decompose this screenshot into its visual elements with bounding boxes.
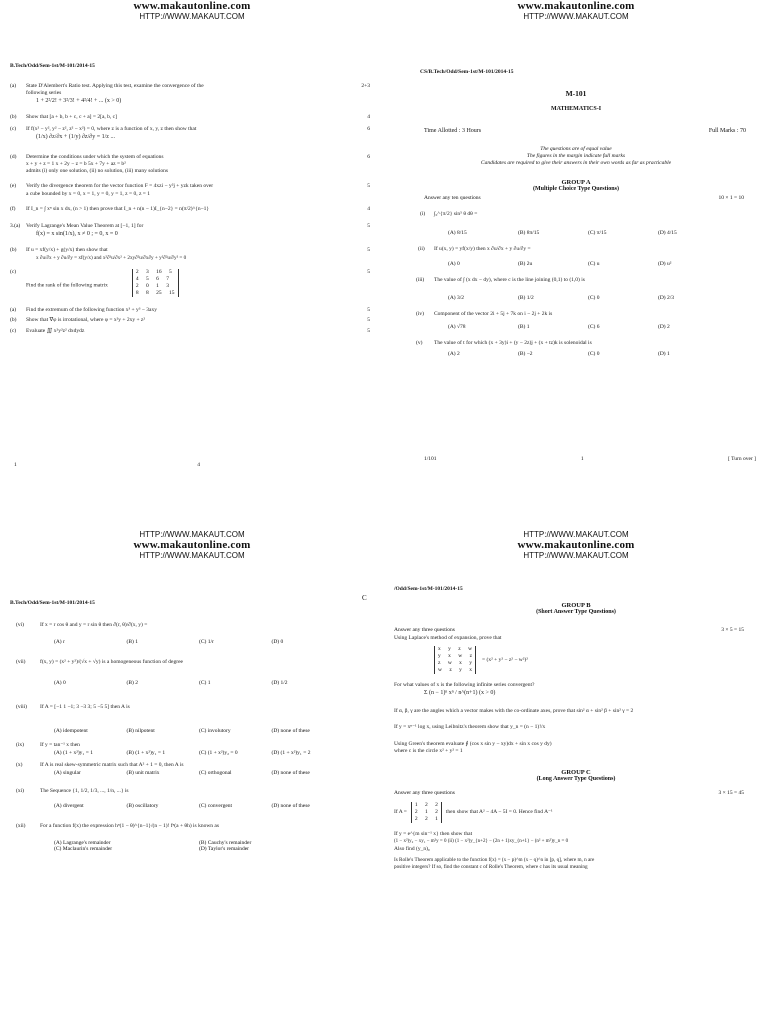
- paper-code-line: CS/B.Tech/Odd/Sem-1st/M-101/2014-15: [420, 69, 514, 75]
- paper-code: M-101: [565, 89, 587, 98]
- group-c-question: If y = e^{m sin⁻¹ x} then show that: [394, 831, 473, 838]
- option-a[interactable]: (A) 0: [54, 680, 66, 687]
- question-b: [10, 114, 374, 121]
- question-marks: 5: [367, 223, 370, 230]
- site-url-top[interactable]: HTTP://WWW.MAKAUT.COM: [523, 530, 629, 539]
- mcq-text: If y = tan⁻¹ x then: [40, 741, 80, 748]
- question-text: If f(x² − y², y² − z², z² − x²) = 0, where z is a function of x, y, z then show that: [26, 125, 197, 132]
- page-quadrant-1: [0, 0, 384, 512]
- question-text: Determine the conditions under which the system of equations: [26, 153, 164, 160]
- question-marks: 5: [367, 183, 370, 190]
- group-c-question: positive integers? If so, find the constant c of Rolle's Theorem, where c has its usual meaning: [394, 864, 588, 871]
- option-b[interactable]: (B) 1: [126, 639, 138, 646]
- time-allotted: Time Allotted : 3 Hours: [424, 128, 482, 134]
- answer-instruction-b: [394, 627, 758, 633]
- mcq-options: [448, 351, 728, 357]
- option-c[interactable]: (C) Maclaurin's remainder: [54, 846, 113, 853]
- mcq-number: (xi): [16, 788, 24, 795]
- option-b[interactable]: (B) oscillatory: [126, 803, 159, 810]
- option-a[interactable]: (A) Lagrange's remainder: [54, 840, 111, 847]
- question-4a: [10, 307, 374, 314]
- mcq-number: (x): [16, 761, 23, 768]
- full-marks: Full Marks : 70: [708, 128, 746, 134]
- question-3c: [10, 269, 374, 297]
- option-c[interactable]: (C) 1: [199, 680, 211, 687]
- option-c[interactable]: (C) 0: [588, 294, 600, 301]
- mcq-item: [10, 742, 374, 756]
- option-d[interactable]: (D) Taylor's remainder: [199, 846, 249, 853]
- mcq-options: [54, 750, 344, 756]
- paper-code-line: B.Tech/Odd/Sem-1st/M-101/2014-15: [10, 63, 95, 69]
- question-text: a cube bounded by x = 0, x = 1, y = 0, y = 1, z = 0, z = 1: [26, 190, 151, 197]
- mcq-text: For a function f(x) the expression hⁿ(1 − θ)^{n−1}/(n − 1)! fⁿ(a + θh) is known as: [40, 823, 219, 830]
- question-number: (a): [10, 83, 17, 89]
- option-c[interactable]: (C) convergent: [199, 803, 233, 810]
- option-d[interactable]: (D) 1: [658, 351, 670, 358]
- group-c-question: Is Rolle's Theorem applicable to the function f(x) = (x − p)^m (x − q)^n in [p, q], where m, n are: [394, 856, 595, 863]
- site-url[interactable]: HTTP://WWW.MAKAUT.COM: [139, 12, 245, 21]
- mcq-options: [54, 770, 344, 776]
- footer-left: 1: [14, 462, 17, 468]
- question-number: (d): [10, 153, 17, 160]
- question-text: following series: [26, 90, 62, 97]
- matrix-row: 2 0 1 3: [135, 283, 169, 290]
- question-text: Find the rank of the following matrix: [26, 283, 108, 290]
- question-c: [10, 126, 374, 142]
- option-d[interactable]: (D) u²: [658, 261, 672, 268]
- site-header: www.makautonline.com: [517, 0, 635, 12]
- question-text: x + y + z = 1 x + 2y − z = b 5x + 7y + az = b²: [26, 161, 126, 168]
- matrix-row: 8 8 25 15: [135, 290, 175, 297]
- question-marks: 5: [367, 247, 370, 254]
- question-text: If I_n = ∫ xⁿ sin x dx, (n > 1) then prove that I_n + n(n − 1)I_{n−2} = n(π/2)^{n−1}: [26, 205, 210, 212]
- mcq-item: [10, 704, 374, 733]
- question-text: Verify Lagrange's Mean Value Theorem at [−1, 1] for: [26, 223, 144, 230]
- question-4c: [10, 328, 374, 335]
- option-c[interactable]: (C) orthogonal: [199, 770, 232, 777]
- question-marks: 6: [367, 153, 370, 160]
- footer-left: 1/101: [424, 456, 437, 462]
- question-text: Show that [a + b, b + c, c + a] = 2[a, b, c]: [26, 114, 117, 121]
- question-number: (b): [10, 247, 17, 254]
- mcq-item: [10, 622, 374, 645]
- site-url[interactable]: HTTP://WWW.MAKAUT.COM: [139, 551, 245, 560]
- option-c[interactable]: (C) u: [588, 261, 600, 268]
- mcq-text: Component of the vector 2i + 5j + 7k on i − 2j + 2k is: [434, 310, 553, 317]
- determinant: x y z w y x w z z w x y w z y x: [434, 646, 476, 674]
- option-a[interactable]: (A) singular: [54, 770, 81, 777]
- mcq-number: (vii): [16, 659, 26, 666]
- answer-marks: 3 × 15 = 45: [718, 790, 744, 797]
- group-b-question: If y = xⁿ⁻¹ log x, using Leibnitz's theorem show that y_n = (n − 1)!/x: [394, 723, 546, 730]
- mcq-number: (iii): [416, 277, 425, 284]
- group-a-subtitle: (Multiple Choice Type Questions): [533, 186, 619, 192]
- question-a: [10, 83, 374, 106]
- question-marks: 4: [367, 114, 370, 121]
- option-d[interactable]: (D) 1/2: [271, 680, 288, 687]
- determinant-block: [434, 646, 758, 674]
- matrix-a: [411, 802, 442, 823]
- option-a[interactable]: (A) 2: [448, 351, 460, 358]
- mcq-text: f(x, y) = (x² + y²)/(√x + √y) is a homogeneous function of degree: [40, 659, 183, 666]
- matrix-row: 1 2 2: [414, 802, 438, 809]
- mcq-options: [54, 680, 344, 686]
- instruction-line: The questions are of equal value: [540, 146, 612, 152]
- question-math: x ∂u/∂x + y ∂u/∂y = xf(y/x) and x²∂²u/∂x² + 2xy∂²u/∂x∂y + y²∂²u/∂y² = 0: [36, 255, 187, 262]
- mcq-options: [54, 728, 344, 734]
- question-e: [10, 183, 374, 197]
- mcq-number: (xii): [16, 823, 26, 830]
- group-c-title: GROUP C: [561, 769, 591, 777]
- option-d[interactable]: (D) (1 + x²)y₁ = 2: [271, 749, 311, 756]
- answer-instruction: [394, 195, 758, 201]
- question-marks: 5: [367, 327, 370, 334]
- mcq-number: (viii): [16, 704, 27, 711]
- option-c[interactable]: (C) involutory: [199, 727, 231, 734]
- instruction-line: The figures in the margin indicate full marks: [526, 153, 626, 159]
- mcq-options: [54, 639, 344, 645]
- site-url[interactable]: HTTP://WWW.MAKAUT.COM: [523, 551, 629, 560]
- page-quadrant-4: [362, 512, 768, 1024]
- option-c[interactable]: (C) 6: [588, 323, 600, 330]
- group-c-question: Also find (y_n)₀: [394, 845, 430, 852]
- paper-code-line: B.Tech/Odd/Sem-1st/M-101/2014-15: [10, 600, 95, 606]
- question-text: Verify the divergence theorem for the vector function F = 4xzi − y²j + yzk taken over: [26, 183, 214, 190]
- mcq-item: [394, 340, 758, 357]
- question-text: Find the extremum of the following function x³ + y³ − 3axy: [26, 307, 157, 314]
- page-number: 1: [580, 456, 584, 462]
- question-number: (b): [10, 114, 17, 121]
- mcq-text: The Sequence {1, 1/2, 1/3, ..., 1/n, ...} is: [40, 788, 129, 795]
- option-b[interactable]: (B) unit matrix: [126, 770, 160, 777]
- mcq-options: [448, 295, 728, 301]
- site-header: www.makautonline.com: [133, 539, 251, 551]
- option-d[interactable]: (D) none of these: [271, 727, 310, 734]
- answer-line: Answer any ten questions: [424, 195, 481, 201]
- question-3a: [10, 223, 374, 239]
- matrix-row: 4 5 6 7: [135, 276, 169, 283]
- group-b-question: Using Green's theorem evaluate ∮ (cos x sin y − xy)dx + sin x cos y dy): [394, 740, 552, 747]
- mcq-item: [10, 823, 374, 852]
- option-b[interactable]: (B) −2: [518, 351, 533, 358]
- instruction-line: Candidates are required to give their answers in their own words as far as practicable: [480, 160, 672, 166]
- question-marks: 5: [367, 307, 370, 314]
- mcq-text: The value of t for which (x + 3y)i + (y − 2z)j + (x + tz)k is solenoidal is: [434, 339, 592, 346]
- page-quadrant-2: [384, 0, 768, 512]
- mcq-text: If A is real skew-symmetric matrix such that A² + 1 = 0, then A is: [40, 761, 184, 768]
- answer-marks: 10 × 1 = 10: [718, 195, 744, 201]
- question-3b: [10, 247, 374, 263]
- question-marks: 4: [367, 205, 370, 212]
- group-b-subtitle: (Short Answer Type Questions): [536, 609, 616, 615]
- matrix-question: [394, 802, 758, 823]
- mcq-item: [394, 311, 758, 330]
- rank-matrix: [132, 269, 179, 297]
- mcq-options: [448, 230, 728, 236]
- question-text: Evaluate ∭ x²y²z² dxdydz: [26, 327, 85, 334]
- paper-code-line: /Odd/Sem-1st/M-101/2014-15: [394, 586, 463, 592]
- group-b-question: For what values of x is the following infinite series convergent?: [394, 682, 535, 689]
- mcq-text: ∫₀^{π/2} sin⁵ θ dθ =: [434, 211, 478, 217]
- option-b[interactable]: (B) nilpotent: [126, 727, 155, 734]
- site-header: www.makautonline.com: [133, 0, 251, 12]
- question-number: (c): [10, 125, 17, 132]
- option-d[interactable]: (D) 2: [658, 323, 670, 330]
- matrix-row: 2 1 2: [414, 809, 438, 816]
- option-b[interactable]: (B) 8π/15: [518, 230, 540, 237]
- mcq-number: (v): [416, 339, 423, 346]
- group-b-question: where c is the circle x² + y² = 1: [394, 748, 463, 755]
- page-quadrant-3: [0, 512, 384, 1024]
- series-expression: Σ (n − 1)ⁿ xⁿ / n^(n+1) (x > 0): [424, 690, 496, 697]
- question-text: Show that ∇φ is irrotational, where φ = x²y + 2xy + z²: [26, 316, 146, 323]
- option-a[interactable]: (A) √78: [448, 323, 466, 330]
- question-number: (c): [10, 269, 17, 276]
- question-number: (f): [10, 205, 16, 212]
- option-a[interactable]: (A) (1 + x²)y₁ = 1: [54, 749, 93, 756]
- site-url[interactable]: HTTP://WWW.MAKAUT.COM: [523, 12, 629, 21]
- mcq-item: [10, 659, 374, 686]
- group-c-question: (1 − x²)y₂ − xy₁ − m²y = 0 (ii) (1 − x²)y_{n+2} − (2n + 1)xy_{n+1} − (n² + m²)y_n = 0: [394, 839, 569, 845]
- option-a[interactable]: (A) 3/2: [448, 294, 465, 301]
- turn-over: [ Turn over ]: [728, 456, 756, 462]
- answer-marks: 3 × 5 = 15: [721, 627, 744, 633]
- question-text: State D'Alembert's Ratio test. Applying this test, examine the convergence of the: [26, 83, 204, 89]
- option-c[interactable]: (C) 1/r: [199, 639, 214, 646]
- mcq-item: [10, 762, 374, 776]
- determinant-result: = (x² + y² − z² − w²)²: [482, 656, 528, 663]
- option-d[interactable]: (D) 4/15: [658, 230, 677, 237]
- mcq-text: If x = r cos θ and y = r sin θ then ∂(r, θ)/∂(x, y) =: [40, 622, 148, 628]
- instructions: [394, 146, 758, 167]
- question-number: (e): [10, 183, 17, 190]
- group-c-subtitle: (Long Answer Type Questions): [536, 776, 616, 783]
- group-b-question: Using Laplace's method of expansion, prove that: [394, 635, 502, 641]
- mcq-number: (ii): [418, 246, 425, 253]
- option-c[interactable]: (C) 0: [588, 351, 600, 358]
- answer-line: Answer any three questions: [394, 790, 455, 797]
- question-marks: 5: [367, 269, 370, 276]
- mcq-options: [54, 803, 344, 809]
- question-4b: [10, 317, 374, 324]
- option-a[interactable]: (A) divergent: [54, 803, 84, 810]
- question-f: [10, 206, 374, 213]
- question-text: admits (i) only one solution, (ii) no solution, (iii) many solutions: [26, 168, 169, 175]
- question-number: 3.(a): [10, 223, 21, 230]
- question-marks: 6: [367, 125, 370, 132]
- page-footer: [424, 456, 756, 462]
- question-math: (1/x) ∂z/∂x + (1/y) ∂z/∂y = 1/z ...: [36, 133, 115, 140]
- mcq-number: (ix): [16, 741, 24, 748]
- answer-line: Answer any three questions: [394, 627, 455, 633]
- question-math: 1 + 2²/2! + 3²/3! + 4²/4! + ... (x > 0): [36, 98, 122, 105]
- question-number: (c): [10, 327, 17, 334]
- group-a-title: GROUP A: [561, 179, 591, 186]
- site-header: www.makautonline.com: [517, 539, 635, 551]
- option-b[interactable]: (B) 1/2: [518, 294, 534, 301]
- mcq-text: If A = [−1 1 −1; 3 −3 3; 5 −5 5] then A is: [40, 704, 130, 711]
- page-footer: [14, 462, 370, 468]
- answer-instruction-c: [394, 790, 758, 796]
- mcq-item: [394, 211, 758, 236]
- mcq-number: (vi): [16, 622, 24, 628]
- mcq-options: [54, 840, 344, 852]
- question-math: f(x) = x sin(1/x), x ≠ 0 ; = 0, x = 0: [36, 231, 118, 238]
- mcq-options: [448, 324, 728, 330]
- option-d[interactable]: (D) none of these: [271, 803, 310, 810]
- mcq-text: The value of ∫ (x dx − dy), where c is the line joining (0,1) to (1,0) is: [434, 277, 585, 284]
- paper-title: MATHEMATICS-I: [550, 106, 602, 112]
- group-c-question: then show that A² − 4A − 5I = 0. Hence find A⁻¹: [445, 809, 553, 816]
- page-number: 4: [197, 462, 200, 468]
- corner-mark: C: [362, 594, 367, 602]
- question-text: If u = xf(y/x) + g(y/x) then show that: [26, 247, 108, 254]
- option-b[interactable]: (B) 2u: [518, 261, 533, 268]
- option-a[interactable]: (A) idempotent: [54, 727, 88, 734]
- option-c[interactable]: (C) π/15: [588, 230, 607, 237]
- option-a[interactable]: (A) 0: [448, 261, 460, 268]
- question-d: [10, 154, 374, 176]
- option-a[interactable]: (A) r: [54, 639, 65, 646]
- option-d[interactable]: (D) none of these: [271, 770, 310, 777]
- matrix-label: If A =: [394, 809, 407, 816]
- group-b-question: If α, β, γ are the angles which a vector makes with the co-ordinate axes, prove that sin² α + sin² β + sin² γ = 2: [394, 708, 634, 715]
- mcq-item: [10, 788, 374, 809]
- option-b[interactable]: (B) (1 + x²)y₁ = 1: [126, 749, 166, 756]
- question-number: (a): [10, 307, 17, 314]
- mcq-options: [448, 261, 728, 267]
- mcq-item: [394, 277, 758, 300]
- mcq-number: (i): [420, 211, 426, 217]
- option-b[interactable]: (B) 1: [518, 323, 530, 330]
- mcq-number: (iv): [416, 310, 424, 317]
- mcq-text: If u(x, y) = yf(x/y) then x ∂u/∂x + y ∂u/∂y =: [434, 246, 531, 253]
- option-d[interactable]: (D) 2/3: [658, 294, 675, 301]
- mcq-item: [394, 246, 758, 267]
- option-d[interactable]: (D) 0: [271, 639, 284, 646]
- option-c[interactable]: (C) (1 + x²)y₂ = 0: [199, 749, 238, 756]
- question-marks: 5: [367, 316, 370, 323]
- question-marks: 2+3: [361, 83, 370, 89]
- option-b[interactable]: (B) 2: [126, 680, 138, 687]
- matrix-row: 2 3 16 5: [135, 269, 172, 276]
- option-a[interactable]: (A) 8/15: [448, 230, 467, 237]
- question-number: (b): [10, 316, 17, 323]
- group-b-title: GROUP B: [561, 602, 591, 609]
- option-b[interactable]: (B) Cauchy's remainder: [199, 840, 252, 847]
- time-marks-row: [394, 128, 758, 134]
- site-url-top[interactable]: HTTP://WWW.MAKAUT.COM: [139, 530, 245, 539]
- matrix-row: 2 2 1: [414, 816, 438, 823]
